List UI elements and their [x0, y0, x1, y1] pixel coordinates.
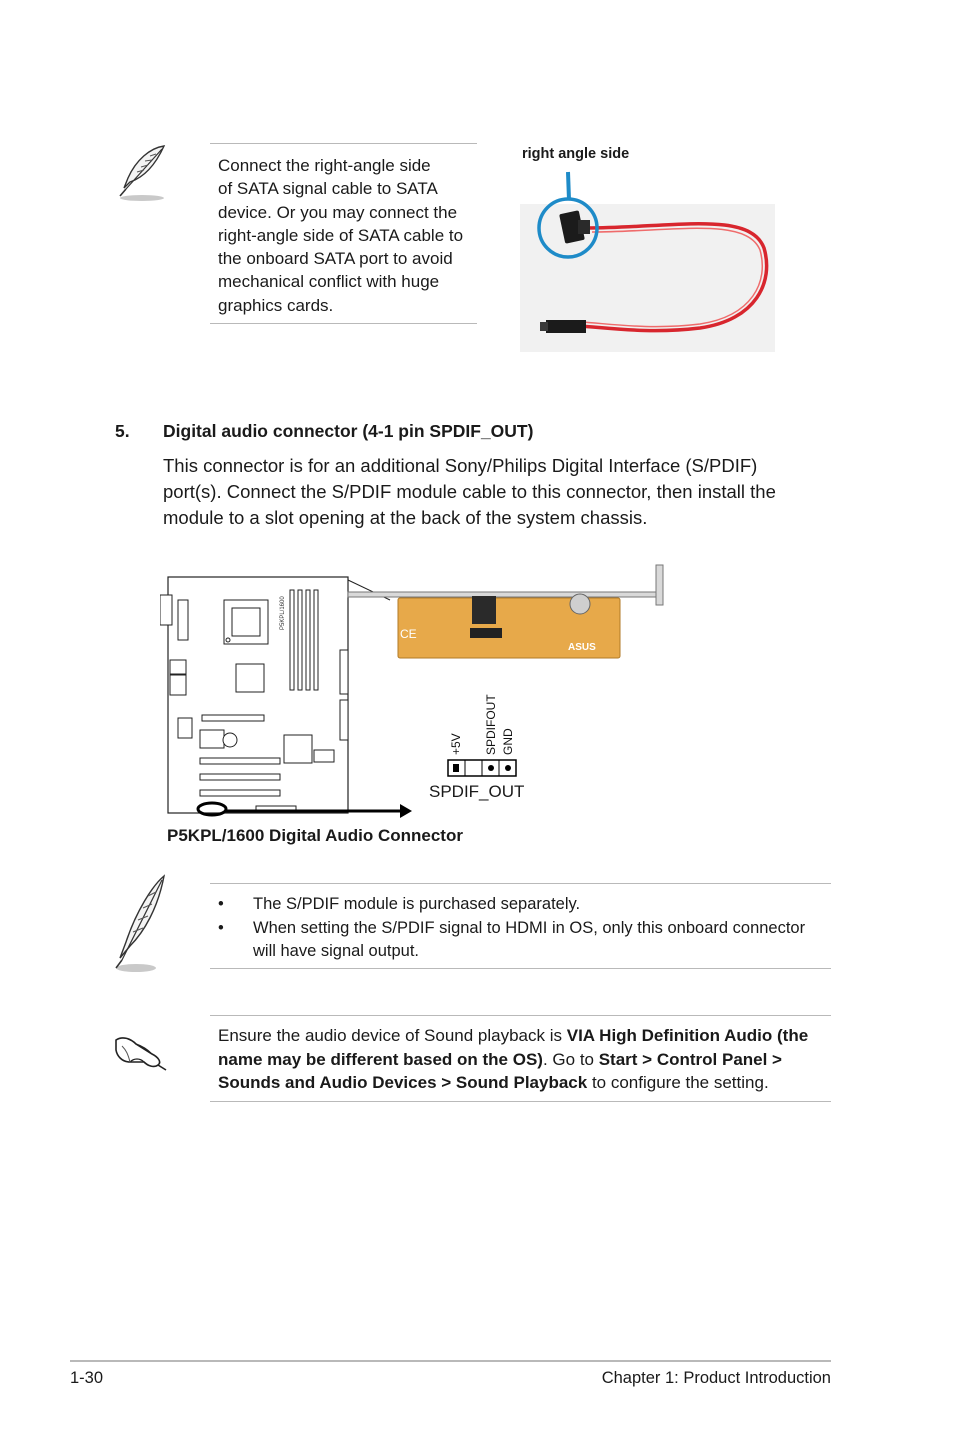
- section-number: 5.: [115, 421, 130, 441]
- right-angle-label: right angle side: [522, 146, 630, 162]
- page-number: 1-30: [70, 1369, 104, 1387]
- sata-cable-photo: [520, 170, 775, 352]
- svg-text:CE: CE: [400, 627, 417, 641]
- audio-note-text: Ensure the audio device of Sound playback is VIA High Definition Audio (the name may be different based on the OS). Go to Start > Control Panel > Sounds and Audio Devices > Sound Playback to configure the setting.: [218, 1026, 809, 1092]
- sata-note-bottom-rule: [210, 323, 477, 324]
- spdif-notes-bottom-rule: [210, 968, 831, 969]
- bullet: •: [218, 918, 224, 937]
- audio-note-top-rule: [210, 1015, 831, 1016]
- motherboard-diagram: [160, 560, 680, 820]
- list-item: • When setting the S/PDIF signal to HDMI in OS, only this onboard connector will have signal output.: [218, 918, 806, 960]
- feather-icon: [110, 872, 174, 976]
- audio-note-bottom-rule: [210, 1101, 831, 1102]
- svg-text:SPDIFOUT: SPDIFOUT: [484, 694, 498, 755]
- spdif-out-label: SPDIF_OUT: [429, 782, 525, 801]
- svg-text:ASUS: ASUS: [568, 642, 596, 653]
- spdif-notes-top-rule: [210, 883, 831, 884]
- pointing-hand-icon: [112, 1032, 168, 1072]
- svg-text:+5V: +5V: [449, 733, 463, 755]
- svg-text:GND: GND: [501, 728, 515, 755]
- feather-icon: [112, 142, 172, 202]
- section-paragraph: This connector is for an additional Sony/Philips Digital Interface (S/PDIF) port(s). Connect the S/PDIF module cable to this connector, then install the module to a slot opening at the back of the system chassis.: [163, 455, 776, 528]
- sata-note-top-rule: [210, 143, 477, 144]
- diagram-caption: P5KPL/1600 Digital Audio Connector: [167, 826, 463, 845]
- list-item: • The S/PDIF module is purchased separately.: [212, 893, 842, 917]
- spdif-notes-list: [212, 893, 842, 964]
- footer-rule: [70, 1360, 831, 1362]
- bullet: •: [218, 895, 224, 913]
- section-title: Digital audio connector (4-1 pin SPDIF_OUT): [163, 421, 534, 441]
- svg-text:P5KPL/1600: P5KPL/1600: [280, 596, 286, 630]
- sata-note-text: Connect the right-angle side of SATA signal cable to SATA device. Or you may connect the right-angle side of SATA cable to the onboard SATA port to avoid mechanical conflict with huge graphics cards.: [218, 156, 464, 315]
- chapter-title: Chapter 1: Product Introduction: [601, 1369, 831, 1387]
